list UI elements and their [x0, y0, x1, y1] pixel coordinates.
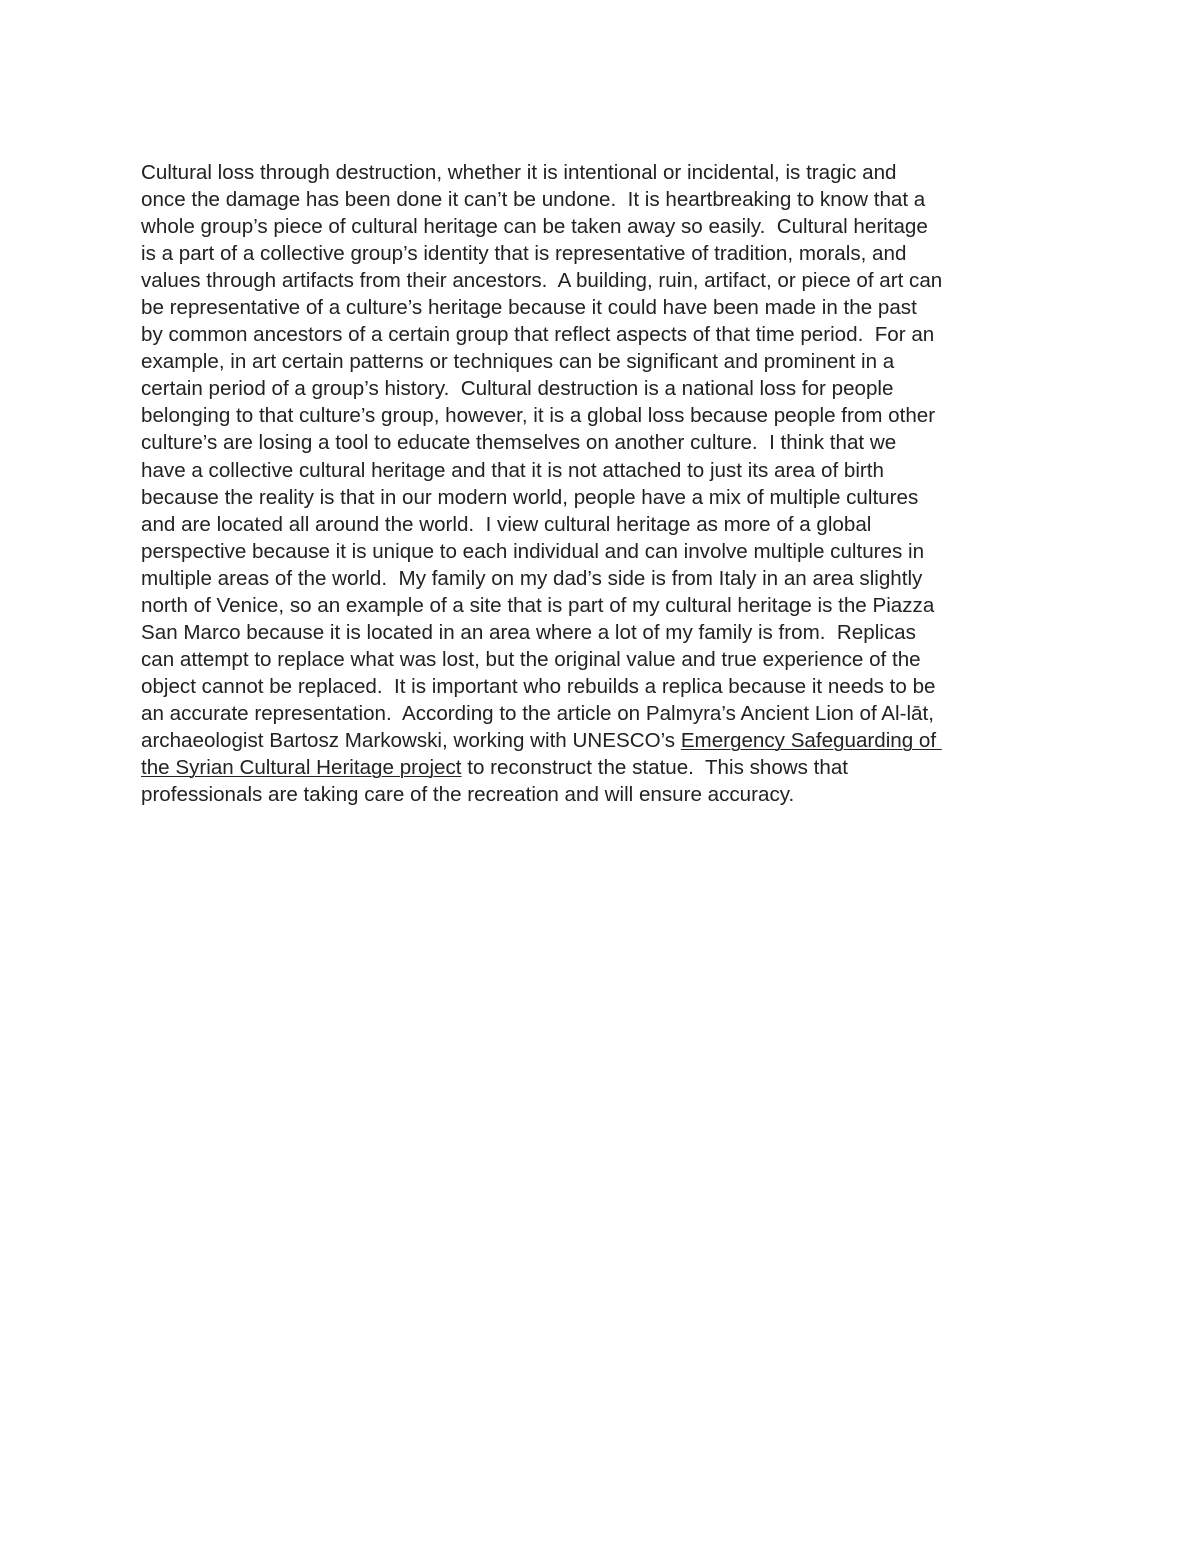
- paragraph-line: certain period of a group’s history. Cultural destruction is a national loss for people: [141, 377, 894, 401]
- paragraph-line: San Marco because it is located in an area where a lot of my family is from. Replicas: [141, 620, 916, 644]
- paragraph-line: because the reality is that in our modern world, people have a mix of multiple cultures: [141, 485, 919, 509]
- paragraph-line: belonging to that culture’s group, however, it is a global loss because people from other: [141, 404, 936, 428]
- paragraph-line: object cannot be replaced. It is important who rebuilds a replica because it needs to be: [141, 674, 936, 698]
- paragraph-line: an accurate representation. According to the article on Palmyra’s Ancient Lion of Al-lāt,: [141, 701, 934, 725]
- paragraph-line-with-link: [141, 754, 1081, 781]
- paragraph-line: whole group’s piece of cultural heritage can be taken away so easily. Cultural heritage: [141, 215, 928, 239]
- paragraph-line: be representative of a culture’s heritage because it could have been made in the past: [141, 296, 917, 320]
- paragraph-line: values through artifacts from their ancestors. A building, ruin, artifact, or piece of art can: [141, 269, 943, 293]
- paragraph-line: example, in art certain patterns or techniques can be significant and prominent in a: [141, 350, 895, 374]
- paragraph-line: and are located all around the world. I view cultural heritage as more of a global: [141, 512, 872, 536]
- paragraph-line: multiple areas of the world. My family on my dad’s side is from Italy in an area slightly: [141, 566, 923, 590]
- paragraph-line: have a collective cultural heritage and that it is not attached to just its area of birth: [141, 458, 884, 482]
- paragraph-line: Cultural loss through destruction, whether it is intentional or incidental, is tragic and: [141, 161, 897, 184]
- line-text: archaeologist Bartosz Markowski, working with UNESCO’s: [141, 728, 681, 752]
- paragraph-line: by common ancestors of a certain group that reflect aspects of that time period. For an: [141, 323, 935, 347]
- project-link-part-1[interactable]: Emergency Safeguarding of: [680, 728, 942, 752]
- paragraph-line: professionals are taking care of the recreation and will ensure accuracy.: [141, 783, 795, 807]
- paragraph-line-with-link: [141, 727, 1081, 754]
- paragraph-line: is a part of a collective group’s identity that is representative of tradition, morals, and: [141, 242, 907, 266]
- project-link-part-2[interactable]: the Syrian Cultural Heritage project: [141, 756, 462, 780]
- paragraph-line: culture’s are losing a tool to educate themselves on another culture. I think that we: [141, 431, 897, 455]
- paragraph-line: north of Venice, so an example of a site that is part of my cultural heritage is the Piazza: [141, 593, 935, 617]
- paragraph-line: once the damage has been done it can’t be undone. It is heartbreaking to know that a: [141, 188, 926, 212]
- essay-paragraph: [141, 159, 1081, 808]
- line-text: to reconstruct the statue. This shows that: [461, 756, 849, 780]
- paragraph-line: can attempt to replace what was lost, but the original value and true experience of the: [141, 647, 921, 671]
- paragraph-line: perspective because it is unique to each individual and can involve multiple cultures in: [141, 539, 925, 563]
